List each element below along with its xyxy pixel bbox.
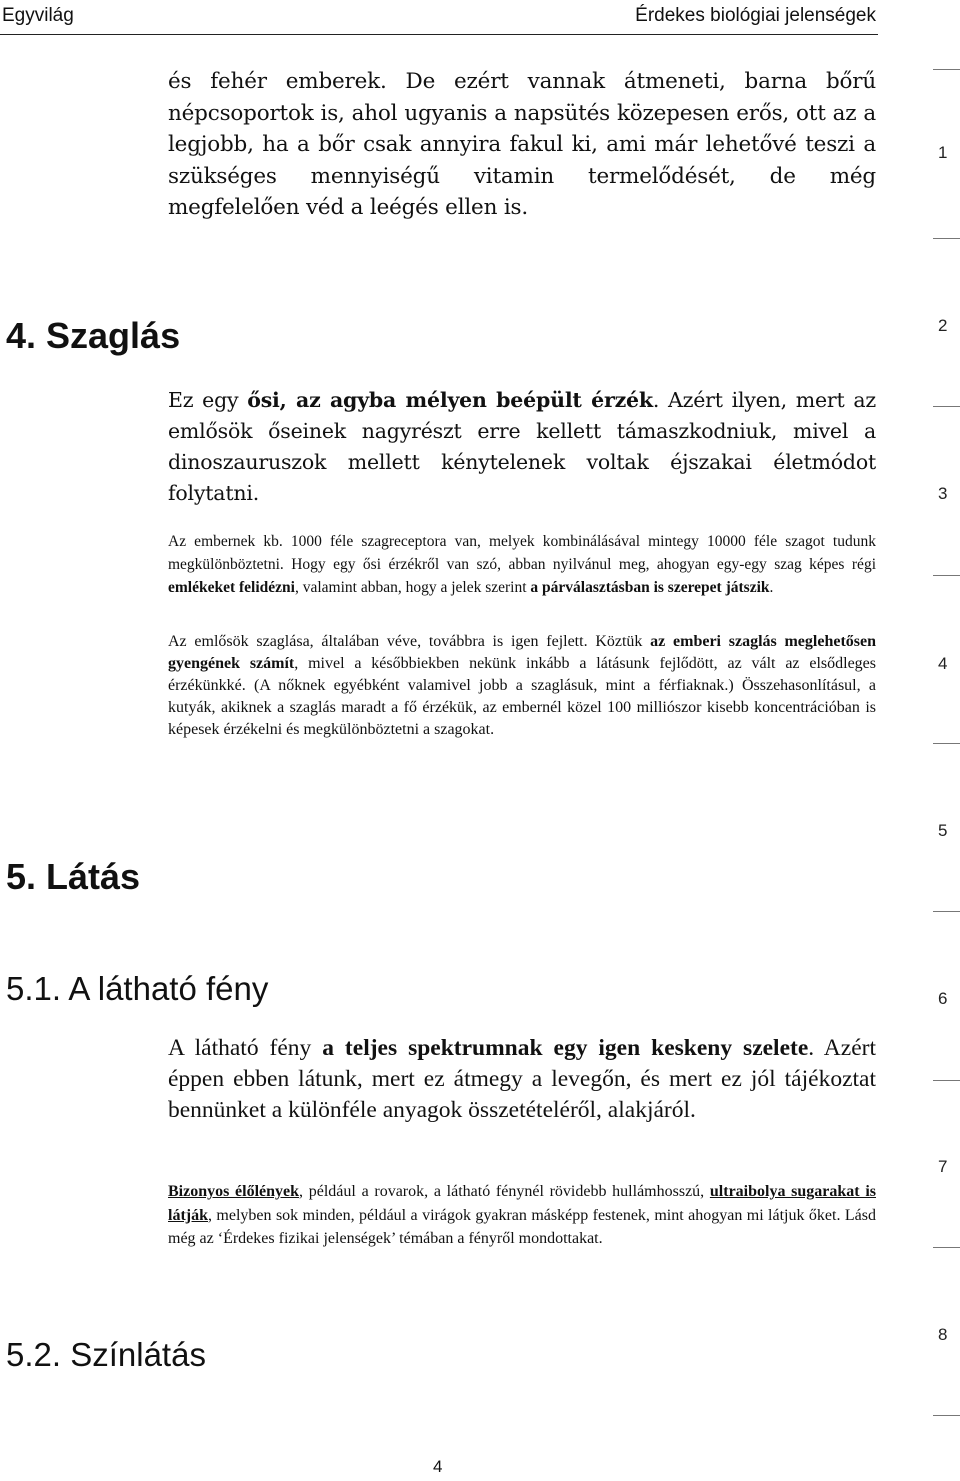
smell-paragraph-3 [168,631,876,741]
intro-paragraph: és fehér emberek. De ezért vannak átmeneti, barna bőrű népcsoportok is, ahol ugyanis a napsütés közepesen erős, ott az a legjobb, ha a bőr csak annyira fakul ki, ami már lehetővé teszi a szükséges mennyiségű vitamin termelődését, de még megfelelően véd a leégés ellen is. [168,69,876,220]
margin-number-4: 4 [938,654,948,673]
section-5-heading: 5. Látás [6,856,141,897]
margin-number-6: 6 [938,989,948,1008]
text-run: , melyben sok minden, például a virágok gyakran másképp festenek, mint ahogyan mi látjuk őket. Lásd még az ‘Érdekes fizikai jelenségek’ témában a fényről mondottakat. [168,1206,876,1247]
underlined-run: ultraibolya sugarakat is látják [168,1183,876,1224]
light-paragraph-1 [168,1033,876,1126]
text-run: , például a rovarok, a látható fénynél rövidebb hullámhosszú, [299,1183,710,1200]
header-left-title: Egyvilág [2,5,74,26]
text-run: Az emlősök szaglása, általában véve, továbbra is igen fejlett. Köztük [168,633,651,650]
margin-rule [933,406,960,407]
margin-rule [933,1247,960,1248]
subsection-5-2-heading: 5.2. Színlátás [6,1336,206,1373]
text-run: A látható fény [168,1035,323,1061]
margin-rule [933,575,960,576]
text-run: Ez egy [168,388,248,412]
page-header [0,0,878,35]
underlined-run: Bizonyos élőlények [168,1183,300,1200]
bold-run [168,1183,299,1200]
margin-rule [933,238,960,239]
section-4-heading: 4. Szaglás [6,315,181,356]
text-run: , mivel a későbbiekben nekünk inkább a látásunk fejlődött, az vált az elsődleges érzékünkké. (A nőknek egyébként valamivel jobb a szaglásuk, mint a férfiaknak.) Összehasonlításul, a kutyák, akiknek a szaglás maradt a fő érzékük, az embernél közel 100 milliószor kisebb koncentrációban is képesek érzékelni és megkülönböztetni a szagokat. [168,655,877,738]
subsection-5-1-heading: 5.1. A látható fény [6,970,269,1007]
bold-run: az emberi szaglás meglehetősen gyengének számít [168,633,877,672]
text-run: , valamint abban, hogy a jelek szerint [294,579,531,596]
margin-number-3: 3 [938,484,948,503]
bold-run: ősi, az agyba mélyen beépült érzék [247,388,653,412]
margin-number-1: 1 [938,143,948,162]
margin-rule [933,69,960,70]
text-run: . Azért ilyen, mert az emlősök őseinek nagyrészt erre kellett támaszkodniuk, mivel a dinoszauruszok mellett kénytelenek voltak éjszakai életmódot folytatni. [168,388,876,505]
margin-rule [933,911,960,912]
margin-number-8: 8 [938,1325,948,1344]
margin-rule [933,1415,960,1416]
page-number: 4 [433,1457,443,1476]
bold-run: a párválasztásban is szerepet játszik [530,579,770,596]
bold-run: a teljes spektrumnak egy igen keskeny szelete [322,1035,809,1061]
margin-number-5: 5 [938,821,948,840]
margin-rule [933,1080,960,1081]
margin-number-2: 2 [938,316,948,335]
margin-number-7: 7 [938,1157,948,1176]
text-run: . Azért éppen ebben látunk, mert ez átmegy a levegőn, és mert ez jól tájékoztat bennünket a különféle anyagok összetételéről, alakjáról. [168,1035,876,1123]
text-run: Az embernek kb. 1000 féle szagreceptora van, melyek kombinálásával mintegy 10000 féle szagot tudunk megkülönböztetni. Hogy egy ősi érzékről van szó, abban nyilvánul meg, ahogyan egy-egy szag képes régi [168,533,876,573]
light-paragraph-2 [168,1180,876,1251]
margin-rule [933,743,960,744]
smell-paragraph-1 [168,385,876,509]
text-run: . [769,579,774,596]
smell-paragraph-2 [168,530,876,599]
bold-run: emlékeket felidézni [168,579,295,596]
header-right-title: Érdekes biológiai jelenségek [635,5,876,26]
